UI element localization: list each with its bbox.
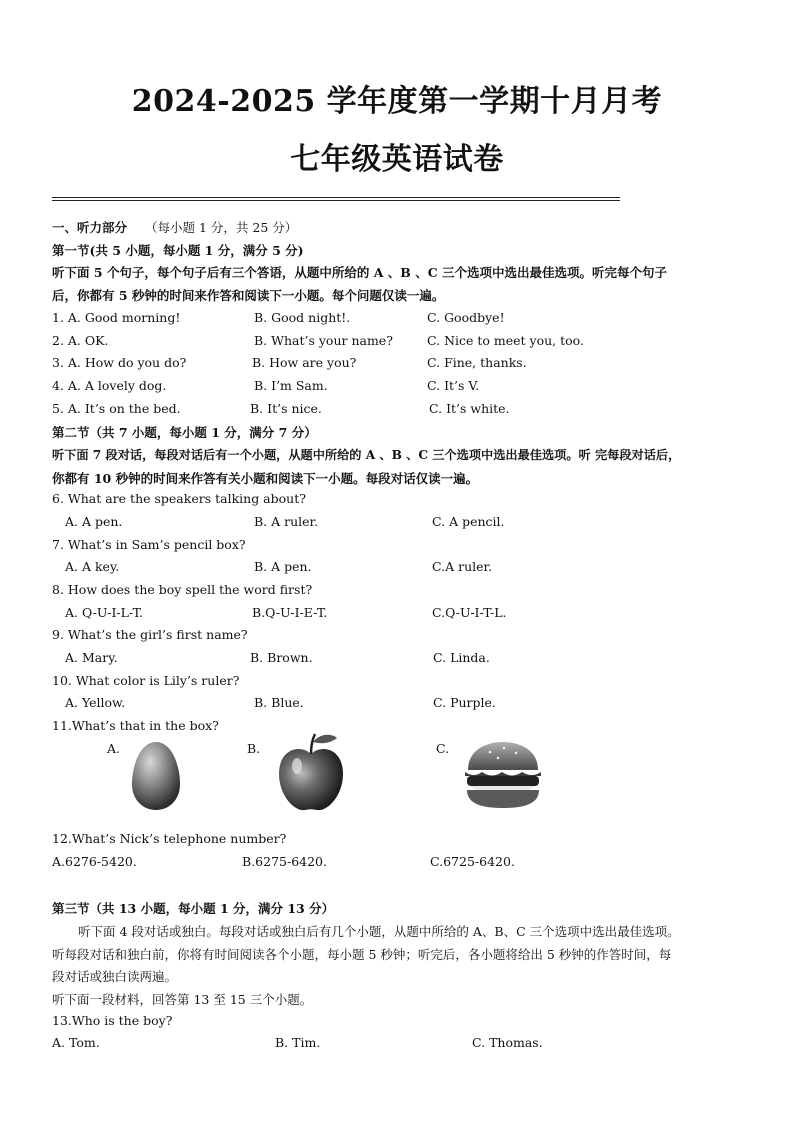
- q12-option-a: A.6276-5420.: [52, 854, 137, 869]
- q8-option-a: A. Q-U-I-L-T.: [65, 605, 144, 620]
- title-divider-bottom: [52, 200, 620, 201]
- q11-option-a-label: A.: [107, 741, 121, 756]
- q6-option-c: C. A pencil.: [432, 514, 505, 529]
- q13-option-c: C. Thomas.: [472, 1035, 543, 1050]
- q3-option-c: C. Fine, thanks.: [427, 355, 527, 370]
- q3-option-a: 3. A. How do you do?: [52, 355, 187, 370]
- q8-option-b: B.Q-U-I-E-T.: [252, 605, 328, 620]
- section1-heading: 第一节(共 5 小题，每小题 1 分，满分 5 分): [52, 243, 304, 258]
- section2-heading: 第二节（共 7 小题，每小题 1 分，满分 7 分）: [52, 425, 317, 440]
- q4-option-a: 4. A. A lovely dog.: [52, 378, 167, 393]
- q7-option-b: B. A pen.: [254, 559, 312, 574]
- q1-option-a: 1. A. Good morning!: [52, 310, 181, 325]
- section3-instructions-line1: 听下面 4 段对话或独白。每段对话或独白后有几个小题，从题中所给的 A、B、C 三个选项中选出最佳选项。: [78, 924, 680, 939]
- q4-option-b: B. I’m Sam.: [254, 378, 328, 393]
- section3-sub-instructions: 听下面一段材料，回答第 13 至 15 三个小题。: [52, 992, 313, 1007]
- q10-question: 10. What color is Lily’s ruler?: [52, 673, 240, 688]
- q8-option-c: C.Q-U-I-T-L.: [432, 605, 507, 620]
- q2-option-a: 2. A. OK.: [52, 333, 109, 348]
- q7-option-a: A. A key.: [65, 559, 120, 574]
- q7-option-c: C.A ruler.: [432, 559, 493, 574]
- q10-option-b: B. Blue.: [254, 695, 304, 710]
- section2-instructions-line1: 听下面 7 段对话，每段对话后有一个小题，从题中所给的 A 、B 、C 三个选项中选出最佳选项。听 完每段对话后，: [52, 448, 681, 462]
- q6-question: 6. What are the speakers talking about?: [52, 491, 306, 506]
- exam-subtitle: 七年级英语试卷: [290, 142, 504, 177]
- q13-option-b: B. Tim.: [275, 1035, 321, 1050]
- section1-instructions-line1: 听下面 5 个句子，每个句子后有三个答语，从题中所给的 A 、B 、C 三个选项中选出最佳选项。听完每个句子: [52, 265, 668, 280]
- exam-title: 2024-2025 学年度第一学期十月月考: [131, 84, 663, 119]
- q1-option-b: B. Good night!.: [254, 310, 351, 325]
- part1-heading: 一、听力部分: [52, 220, 128, 235]
- q12-option-b: B.6275-6420.: [242, 854, 327, 869]
- q11-option-b-label: B.: [247, 741, 261, 756]
- q5-option-a: 5. A. It’s on the bed.: [52, 401, 181, 416]
- q1-option-c: C. Goodbye!: [427, 310, 505, 325]
- q8-question: 8. How does the boy spell the word first?: [52, 582, 313, 597]
- section2-instructions-line2: 你都有 10 秒钟的时间来作答有关小题和阅读下一小题。每段对话仅读一遍。: [52, 471, 479, 486]
- q12-question: 12.What’s Nick’s telephone number?: [52, 831, 287, 846]
- hamburger-picture: [462, 738, 544, 810]
- section3-instructions-line3: 段对话或独白读两遍。: [52, 969, 178, 984]
- q4-option-c: C. It’s V.: [427, 378, 480, 393]
- q5-option-c: C. It’s white.: [429, 401, 510, 416]
- q5-option-b: B. It’s nice.: [250, 401, 322, 416]
- q13-question: 13.Who is the boy?: [52, 1013, 173, 1028]
- q11-option-c-label: C.: [436, 741, 450, 756]
- q9-option-a: A. Mary.: [65, 650, 118, 665]
- q9-option-b: B. Brown.: [250, 650, 313, 665]
- q9-option-c: C. Linda.: [433, 650, 490, 665]
- q13-option-a: A. Tom.: [52, 1035, 100, 1050]
- part1-heading-row: [52, 218, 297, 236]
- section3-heading: 第三节（共 13 小题，每小题 1 分，满分 13 分）: [52, 901, 335, 916]
- q10-option-c: C. Purple.: [433, 695, 496, 710]
- q2-option-b: B. What’s your name?: [254, 333, 393, 348]
- q3-option-b: B. How are you?: [252, 355, 357, 370]
- q9-question: 9. What’s the girl’s first name?: [52, 627, 248, 642]
- section1-instructions-line2: 后，你都有 5 秒钟的时间来作答和阅读下一小题。每个问题仅读一遍。: [52, 288, 445, 303]
- title-divider-top: [52, 197, 620, 198]
- apple-picture: [275, 730, 347, 814]
- q11-question: 11.What’s that in the box?: [52, 718, 219, 733]
- q6-option-a: A. A pen.: [65, 514, 123, 529]
- section3-instructions-line2: 听每段对话和独白前，你将有时间阅读各个小题，每小题 5 秒钟；听完后，各小题将给出 5 秒钟的作答时间，每: [52, 947, 672, 962]
- q12-option-c: C.6725-6420.: [430, 854, 515, 869]
- part1-score-note: （每小题 1 分，共 25 分）: [145, 220, 298, 235]
- egg-picture: [128, 740, 184, 812]
- q10-option-a: A. Yellow.: [65, 695, 126, 710]
- q6-option-b: B. A ruler.: [254, 514, 319, 529]
- q7-question: 7. What’s in Sam’s pencil box?: [52, 537, 246, 552]
- q2-option-c: C. Nice to meet you, too.: [427, 333, 584, 348]
